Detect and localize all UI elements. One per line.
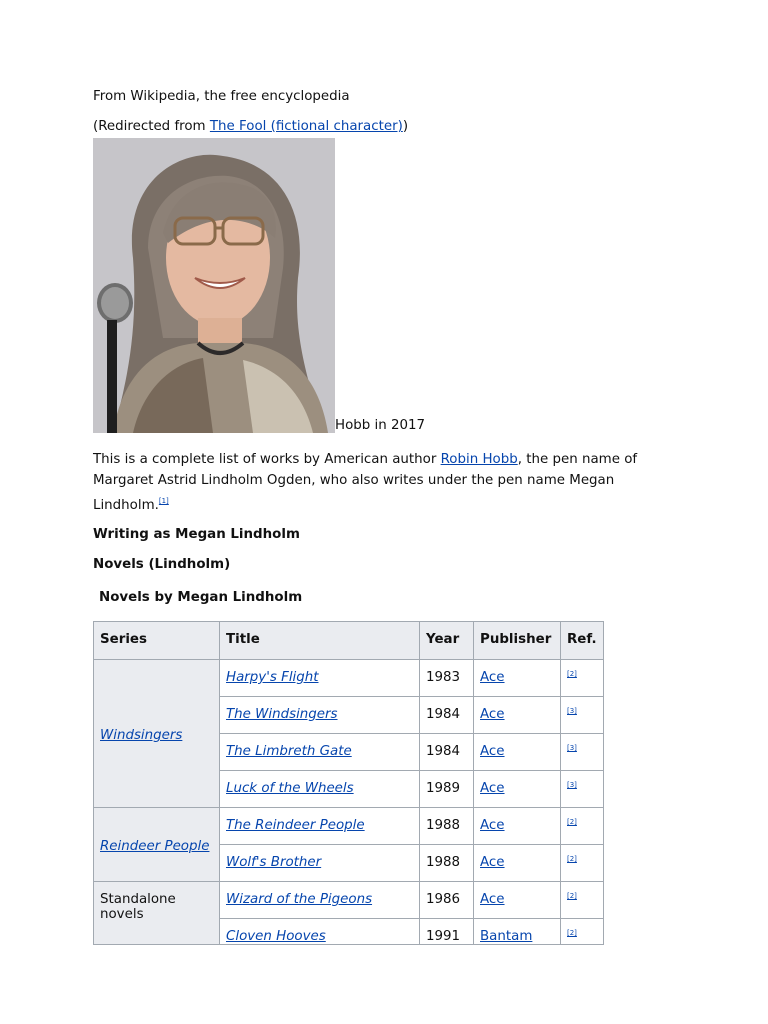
novels-table	[93, 621, 604, 945]
publisher-cell	[474, 734, 561, 771]
ref-link[interactable]: [2]	[567, 670, 577, 678]
year-cell: 1984	[420, 697, 474, 734]
title-cell	[220, 882, 420, 919]
title-cell	[220, 697, 420, 734]
title-cell	[220, 771, 420, 808]
publisher-link[interactable]: Ace	[480, 892, 505, 907]
ref-cell	[561, 660, 604, 697]
publisher-link[interactable]: Ace	[480, 781, 505, 796]
publisher-link[interactable]: Ace	[480, 855, 505, 870]
title-cell	[220, 734, 420, 771]
intro-text-2: , the pen name of Margaret Astrid Lindholm Ogden, who also writes under the pen name Megan Lindholm.	[93, 452, 638, 513]
title-link[interactable]: Harpy's Flight	[226, 670, 319, 685]
series-link[interactable]: Windsingers	[100, 728, 183, 743]
redirect-notice	[93, 116, 683, 138]
photo-caption: Hobb in 2017	[335, 418, 426, 433]
publisher-link[interactable]: Ace	[480, 670, 505, 685]
publisher-cell	[474, 697, 561, 734]
publisher-cell	[474, 808, 561, 845]
article-body	[93, 86, 683, 945]
ref-link[interactable]: [2]	[567, 892, 577, 900]
year-cell: 1991	[420, 919, 474, 945]
publisher-cell	[474, 771, 561, 808]
title-cell	[220, 919, 420, 945]
col-year-header: Year	[420, 622, 474, 660]
ref-link[interactable]: [2]	[567, 818, 577, 826]
title-link[interactable]: Luck of the Wheels	[226, 781, 354, 796]
publisher-link[interactable]: Ace	[480, 818, 505, 833]
ref-link[interactable]: [1]	[158, 497, 169, 505]
ref-cell	[561, 734, 604, 771]
publisher-cell	[474, 845, 561, 882]
title-link[interactable]: The Limbreth Gate	[226, 744, 352, 759]
ref-cell	[561, 808, 604, 845]
title-link[interactable]: The Windsingers	[226, 707, 338, 722]
year-cell: 1984	[420, 734, 474, 771]
ref-cell	[561, 882, 604, 919]
ref-link[interactable]: [3]	[567, 744, 577, 752]
ref-cell	[561, 697, 604, 734]
table-caption: Novels by Megan Lindholm	[99, 590, 303, 605]
table-row	[94, 882, 604, 919]
col-series-header: Series	[94, 622, 220, 660]
title-link[interactable]: Wolf's Brother	[226, 855, 322, 870]
redirect-prefix: (Redirected from	[93, 119, 210, 134]
robin-hobb-link[interactable]: Robin Hobb	[440, 452, 518, 467]
publisher-link[interactable]: Bantam	[480, 929, 533, 944]
ref-link[interactable]: [3]	[567, 707, 577, 715]
table-header-row	[94, 622, 604, 660]
col-title-header: Title	[220, 622, 420, 660]
table-row	[94, 660, 604, 697]
series-link[interactable]: Reindeer People	[100, 839, 210, 854]
ref-link[interactable]: [2]	[567, 855, 577, 863]
title-link[interactable]: The Reindeer People	[226, 818, 365, 833]
series-cell	[94, 808, 220, 882]
section-heading: Writing as Megan Lindholm	[93, 527, 300, 542]
col-ref-header: Ref.	[561, 622, 604, 660]
author-portrait-illustration	[93, 138, 335, 433]
site-tagline: From Wikipedia, the free encyclopedia	[93, 89, 350, 104]
intro-paragraph	[93, 449, 683, 516]
year-cell: 1986	[420, 882, 474, 919]
publisher-link[interactable]: Ace	[480, 744, 505, 759]
intro-text-1: This is a complete list of works by American author	[93, 452, 441, 467]
redirect-link[interactable]: The Fool (fictional character)	[209, 119, 403, 134]
ref-cell	[561, 919, 604, 945]
redirect-suffix: )	[402, 119, 409, 134]
series-cell: Standalone novels	[94, 882, 220, 945]
ref-link[interactable]: [3]	[567, 781, 577, 789]
publisher-cell	[474, 882, 561, 919]
publisher-cell	[474, 919, 561, 945]
subsection-heading: Novels (Lindholm)	[93, 557, 231, 572]
year-cell: 1983	[420, 660, 474, 697]
table-row	[94, 808, 604, 845]
title-cell	[220, 808, 420, 845]
publisher-link[interactable]: Ace	[480, 707, 505, 722]
infobox-image	[93, 138, 683, 433]
title-link[interactable]: Wizard of the Pigeons	[226, 892, 373, 907]
title-cell	[220, 660, 420, 697]
year-cell: 1988	[420, 808, 474, 845]
year-cell: 1988	[420, 845, 474, 882]
title-link[interactable]: Cloven Hooves	[226, 929, 326, 944]
publisher-cell	[474, 660, 561, 697]
ref-link[interactable]: [2]	[567, 929, 577, 937]
ref-cell	[561, 845, 604, 882]
author-photo[interactable]	[93, 138, 335, 433]
series-cell	[94, 660, 220, 808]
year-cell: 1989	[420, 771, 474, 808]
col-publisher-header: Publisher	[474, 622, 561, 660]
title-cell	[220, 845, 420, 882]
ref-cell	[561, 771, 604, 808]
